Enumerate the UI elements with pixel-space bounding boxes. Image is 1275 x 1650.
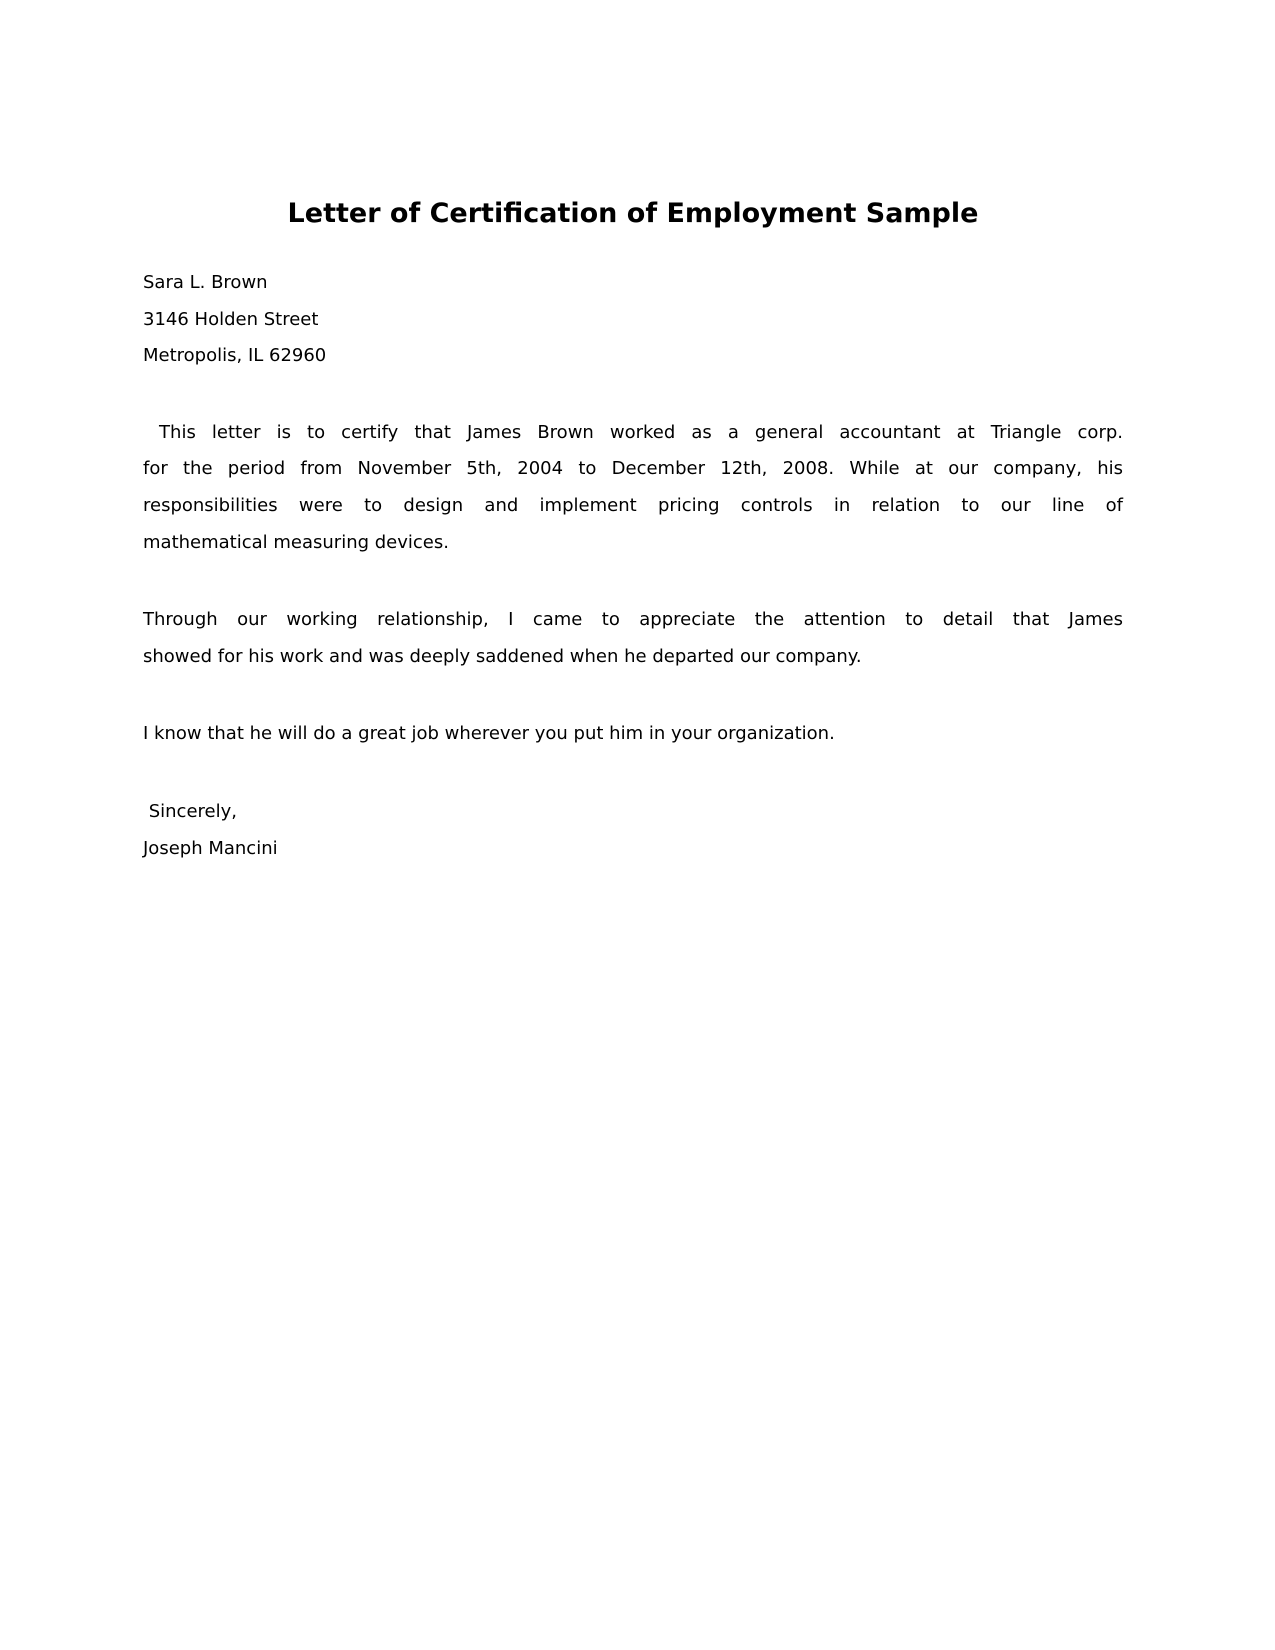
body-paragraph-2 [143,602,1123,675]
text-line: Through our working relationship, I came to appreciate the attention to detail that James [143,609,1123,631]
sender-address-block [143,265,1123,375]
text-line: responsibilities were to design and implement pricing controls in relation to our line of [143,494,1123,516]
text-line: This letter is to certify that James Brown worked as a general accountant at Triangle corp. [143,421,1123,443]
sender-street: 3146 Holden Street [143,308,319,330]
body-paragraph-3 [143,716,1123,753]
text-line: mathematical measuring devices. [143,531,449,553]
closing-salutation: Sincerely, [143,800,237,822]
text-line: for the period from November 5th, 2004 to December 12th, 2008. While at our company, his [143,458,1123,480]
letter-title: Letter of Certification of Employment Sample [287,198,979,229]
signature-name: Joseph Mancini [143,837,278,859]
closing-block [143,794,1123,867]
text-line: showed for his work and was deeply saddened when he departed our company. [143,645,862,667]
sender-city-state-zip: Metropolis, IL 62960 [143,345,327,367]
text-line: I know that he will do a great job wherever you put him in your organization. [143,723,835,745]
body-paragraph-1 [143,415,1123,561]
sender-name: Sara L. Brown [143,272,268,293]
